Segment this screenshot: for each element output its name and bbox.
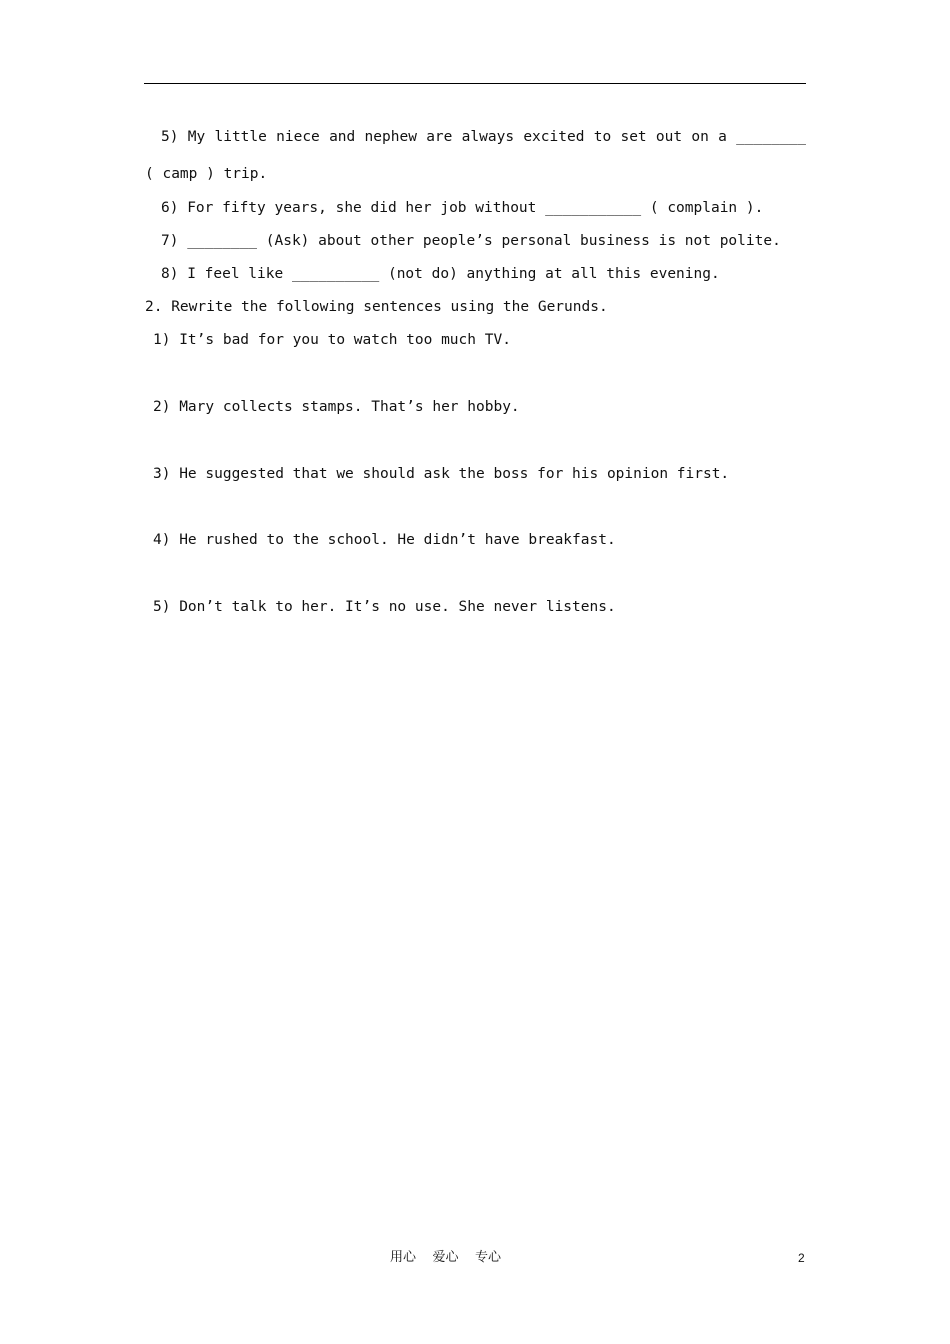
exercise-item-6: 6) For fifty years, she did her job without ___________ ( complain ).	[161, 200, 764, 216]
header-rule	[144, 83, 806, 84]
footer-motto: 用心 爱心 专心	[390, 1250, 502, 1265]
exercise-item-8: 8) I feel like __________ (not do) anything at all this evening.	[161, 266, 720, 282]
exercise-item-5-line-1: 5) My little niece and nephew are always excited to set out on a ________	[161, 129, 806, 145]
rewrite-item-1: 1) It’s bad for you to watch too much TV.	[153, 332, 511, 348]
rewrite-item-3: 3) He suggested that we should ask the boss for his opinion first.	[153, 466, 730, 482]
rewrite-item-5: 5) Don’t talk to her. It’s no use. She never listens.	[153, 599, 616, 615]
page-number: 2	[798, 1251, 805, 1265]
rewrite-item-2: 2) Mary collects stamps. That’s her hobby.	[153, 399, 520, 415]
rewrite-item-4: 4) He rushed to the school. He didn’t have breakfast.	[153, 532, 616, 548]
section-heading-rewrite: 2. Rewrite the following sentences using the Gerunds.	[145, 299, 608, 315]
exercise-item-7: 7) ________ (Ask) about other people’s personal business is not polite.	[161, 233, 781, 249]
exercise-item-5-line-2: ( camp ) trip.	[145, 166, 268, 182]
